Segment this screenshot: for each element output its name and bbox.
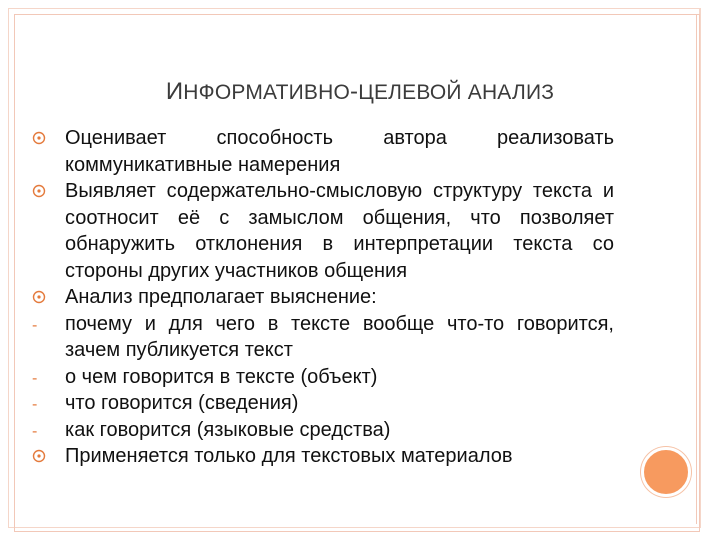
list-item: [32, 311, 614, 364]
title-part-2: ЦЕЛЕВОЙ АНАЛИЗ: [358, 81, 555, 104]
list-item: [32, 390, 614, 417]
title-hyphen: -: [350, 78, 359, 105]
list-item-text: Оценивает способность автора реализовать коммуникативные намерения: [65, 127, 614, 176]
dash-marker: -: [32, 396, 38, 413]
list-item-text: Применяется только для текстовых материалов: [65, 445, 513, 467]
list-item: [32, 178, 614, 284]
list-item: [32, 125, 614, 178]
dash-marker: -: [32, 369, 38, 387]
dash-marker: -: [32, 316, 38, 334]
bullet-icon: [32, 443, 52, 463]
list-item-text: Анализ предполагает выяснение:: [65, 286, 377, 308]
bullet-list: [32, 125, 614, 470]
dash-marker: -: [32, 422, 38, 440]
title-part-1: НФОРМАТИВНО: [183, 81, 351, 104]
decorative-orange-circle: [641, 447, 691, 497]
list-item-text: о чем говорится в тексте (объект): [65, 365, 378, 388]
list-item-text: что говорится (сведения): [65, 392, 299, 414]
list-item-text: как говорится (языковые средства): [65, 418, 391, 441]
list-item: [32, 364, 614, 391]
list-item-text: почему и для чего в тексте вообще что-то говорится, зачем публикуется текст: [65, 312, 614, 361]
bullet-icon: [32, 284, 52, 304]
list-item-text: Выявляет содержательно-смысловую структуру текста и соотносит её с замыслом общения, что позволяет обнаружить отклонения в интерпретации текста со стороны других участников общения: [65, 180, 614, 282]
list-item: [32, 417, 614, 444]
title-first-letter: И: [165, 78, 184, 105]
list-item: [32, 443, 614, 470]
bullet-icon: [32, 125, 52, 145]
list-item: [32, 284, 614, 311]
slide-title: [0, 78, 720, 106]
bullet-icon: [32, 178, 52, 198]
